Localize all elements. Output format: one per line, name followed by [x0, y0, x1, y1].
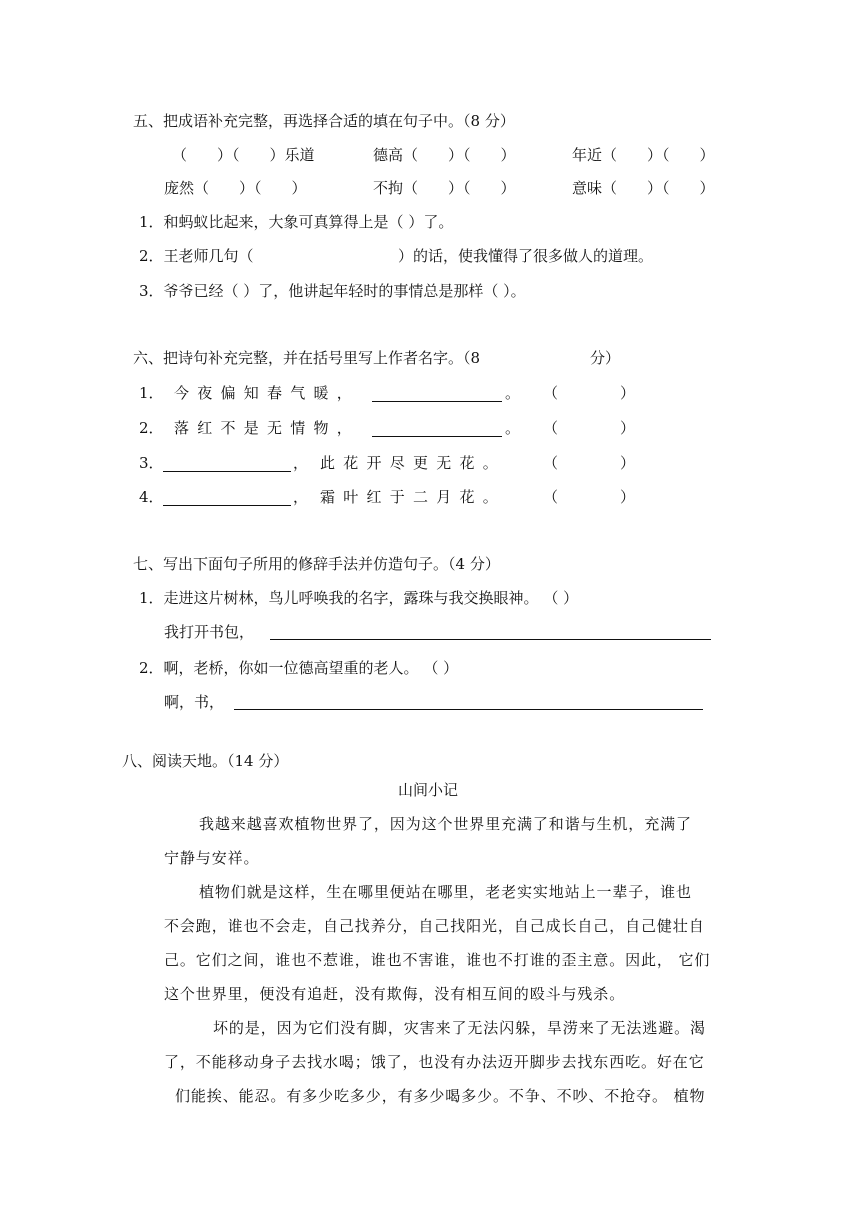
poem-1-author-open: （: [543, 384, 559, 402]
section5-question-2-end: ）的话，使我懂得了很多做人的道理。: [398, 247, 654, 265]
poem-3-blank[interactable]: [163, 471, 291, 472]
poem-4-author-open: （: [543, 488, 559, 506]
poem-3-line: 此花开尽更无花。: [320, 454, 507, 472]
passage-line-5: 己。它们之间，谁也不惹谁，谁也不害谁，谁也不打谁的歪主意。因此， 它们: [164, 951, 711, 969]
poem-1-line: 今夜偏知春气暖，: [174, 384, 361, 402]
section6-title: 六、把诗句补充完整，并在括号里写上作者名字。（8: [133, 349, 481, 367]
section6-title-score: 分）: [590, 349, 621, 367]
poem-1-blank[interactable]: [372, 401, 502, 402]
poem-1-end: 。: [505, 384, 521, 402]
passage-line-9: 们能挨、能忍。有多少吃多少，有多少喝多少。不争、不吵、不抢夺。 植物: [175, 1087, 706, 1105]
poem-3-author-close: ）: [620, 454, 636, 472]
passage-line-6: 这个世界里，便没有追赶，没有欺侮，没有相互间的殴斗与残杀。: [164, 985, 626, 1003]
section7-answer-1-line[interactable]: [270, 639, 711, 640]
poem-2-line: 落红不是无情物，: [174, 419, 361, 437]
passage-line-2: 宁静与安祥。: [164, 849, 260, 867]
poem-2-author-open: （: [543, 419, 559, 437]
poem-4-number: 4．: [139, 488, 164, 506]
section5-question-1: 1．和蚂蚁比起来，大象可真算得上是（ ）了。: [139, 213, 454, 231]
poem-4-comma: ，: [293, 488, 309, 506]
poem-2-blank[interactable]: [372, 436, 502, 437]
poem-2-number: 2．: [139, 419, 164, 437]
passage-title: 山间小记: [398, 781, 459, 799]
idiom-3: 年近（ ）（ ）: [572, 146, 715, 164]
section7-title: 七、写出下面句子所用的修辞手法并仿造句子。（4 分）: [133, 555, 500, 573]
idiom-2: 德高（ ）（ ）: [373, 146, 516, 164]
section7-prompt-1: 我打开书包，: [164, 623, 255, 641]
poem-1-author-close: ）: [620, 384, 636, 402]
passage-line-4: 不会跑，谁也不会走，自己找养分，自己找阳光，自己成长自己，自己健壮自: [164, 917, 705, 935]
poem-4-blank[interactable]: [163, 505, 291, 506]
section7-question-2: 2．啊，老桥，你如一位德高望重的老人。 （ ）: [139, 659, 459, 677]
section7-answer-2-line[interactable]: [234, 709, 703, 710]
passage-line-7: 坏的是，因为它们没有脚，灾害来了无法闪躲，旱涝来了无法逃避。渴: [213, 1019, 706, 1037]
poem-2-author-close: ）: [620, 419, 636, 437]
poem-3-author-open: （: [543, 454, 559, 472]
idiom-6: 意味（ ）（ ）: [572, 179, 715, 197]
poem-1-number: 1．: [139, 384, 164, 402]
section7-prompt-2: 啊，书，: [164, 693, 225, 711]
passage-line-8: 了，不能移动身子去找水喝；饿了，也没有办法迈开脚步去找东西吃。好在它: [164, 1053, 705, 1071]
poem-3-number: 3．: [139, 454, 164, 472]
poem-4-author-close: ）: [620, 488, 636, 506]
idiom-4: 庞然（ ）（ ）: [164, 179, 307, 197]
section8-title: 八、阅读天地。（14 分）: [122, 752, 289, 770]
section7-question-1: 1．走进这片树林，鸟儿呼唤我的名字，露珠与我交换眼神。 （ ）: [139, 589, 579, 607]
idiom-5: 不拘（ ）（ ）: [373, 179, 516, 197]
poem-4-line: 霜叶红于二月花。: [320, 488, 507, 506]
passage-line-3: 植物们就是这样，生在哪里便站在哪里，老老实实地站上一辈子，谁也: [199, 883, 692, 901]
poem-3-comma: ，: [293, 454, 309, 472]
idiom-1: （ ）（ ）乐道: [172, 146, 315, 164]
section5-question-2-start: 2．王老师几句（: [139, 247, 254, 265]
passage-line-1: 我越来越喜欢植物世界了，因为这个世界里充满了和谐与生机，充满了: [199, 815, 692, 833]
poem-2-end: 。: [505, 419, 521, 437]
section5-title: 五、把成语补充完整，再选择合适的填在句子中。（8 分）: [133, 112, 515, 130]
section5-question-3: 3．爷爷已经（ ）了，他讲起年轻时的事情总是那样（ ）。: [139, 282, 526, 300]
